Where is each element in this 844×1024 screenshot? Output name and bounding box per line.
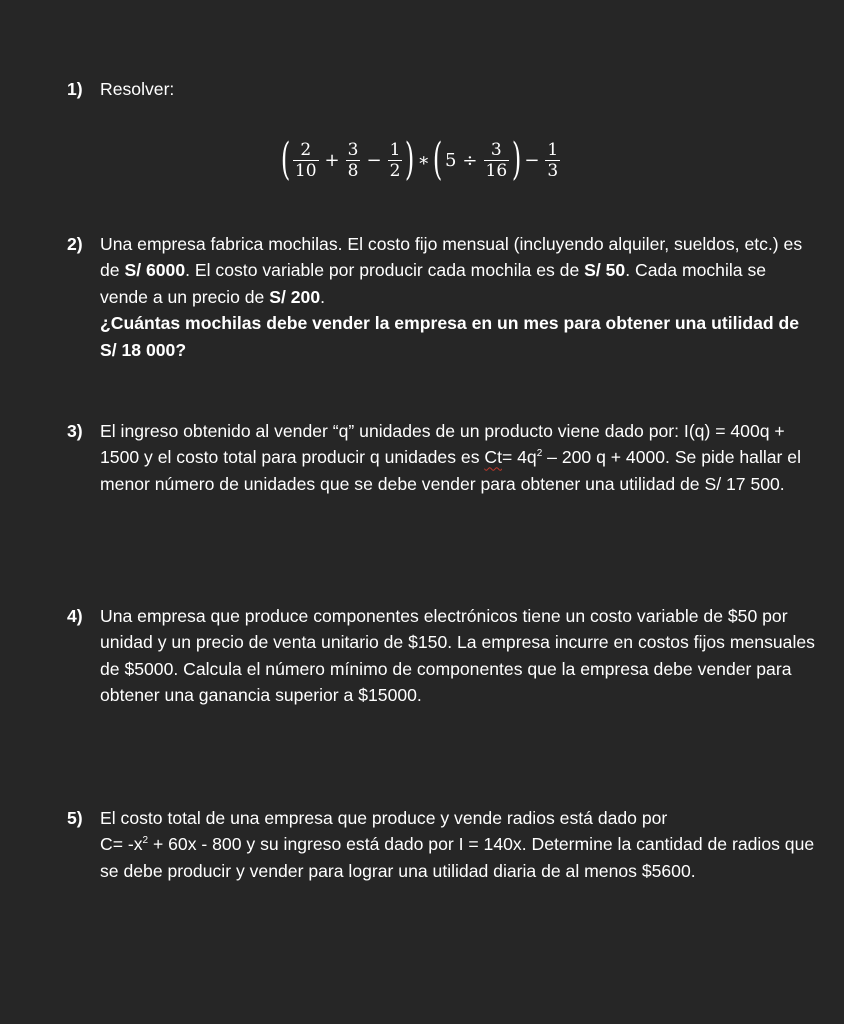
divide-operator: ÷ — [462, 149, 478, 171]
times-operator: ∗ — [417, 149, 430, 171]
number-five: 5 — [444, 149, 457, 171]
plus-operator: + — [324, 149, 340, 171]
left-paren: ( — [432, 134, 443, 185]
problem-text: El ingreso obtenido al vender “q” unidades de un producto viene dado por: I(q) = 400q + 1500 y el costo total para producir q unidades es $Ct= 4q^2 - 200$ q + 4000. Se pide hallar el menor número de unidades que se debe vender para obtener una utilidad de S/ 17 500. — [100, 421, 801, 494]
problem-text: Una empresa fabrica mochilas. El costo fijo mensual (incluyendo alquiler, sueldos, etc.) es de S/ 6000. El costo variable por producir cada mochila es de S/ 50. Cada mochila se vende a un precio de S/ 200. — [100, 234, 803, 307]
minus-operator: − — [366, 149, 382, 171]
fraction: $\frac{1}{3}$ — [547, 139, 559, 181]
problem-4 — [67, 603, 817, 709]
problem-number: 2) — [67, 234, 83, 254]
fraction: $\frac{3}{16}$ — [485, 139, 508, 181]
fraction: $\frac{3}{8}$ — [347, 139, 359, 181]
minus-operator: − — [524, 149, 540, 171]
problem-number: 4) — [67, 606, 83, 626]
left-paren: ( — [280, 134, 291, 185]
problem-number: 5) — [67, 808, 83, 828]
problem-3 — [67, 418, 817, 497]
right-paren: ) — [512, 134, 522, 185]
problem-number: 1) — [67, 79, 83, 99]
problem-question: ¿Cuántas mochilas debe vender la empresa en un mes para obtener una utilidad de S/ 18 000? — [100, 313, 800, 360]
problem-label: Resolver: — [100, 79, 175, 99]
problem-2 — [67, 231, 817, 363]
fraction: $\frac{2}{10}$ — [294, 139, 317, 181]
spellcheck-word: Ct — [484, 447, 502, 468]
fraction: $\frac{1}{2}$ — [389, 139, 401, 181]
problem-text: El costo total de una empresa que produce y vende radios está dado por $C= -x^2 + 60x - 800$ y su ingreso está dado por I = 140x. Determine la cantidad de radios que se debe producir y vender para lograr una utilidad diaria de al menos $5600. — [100, 808, 815, 881]
problem-text: Una empresa que produce componentes electrónicos tiene un costo variable de $50 por unidad y un precio de venta unitario de $150. La empresa incurre en costos fijos mensuales de $5000. Calcula el número mínimo de componentes que la empresa debe vender para obtener una ganancia superior a $15000. — [100, 606, 815, 706]
problem-number: 3) — [67, 421, 83, 441]
equation — [0, 134, 844, 185]
right-paren: ) — [405, 134, 415, 185]
problem-5 — [67, 805, 817, 884]
problem-1 — [67, 76, 817, 102]
